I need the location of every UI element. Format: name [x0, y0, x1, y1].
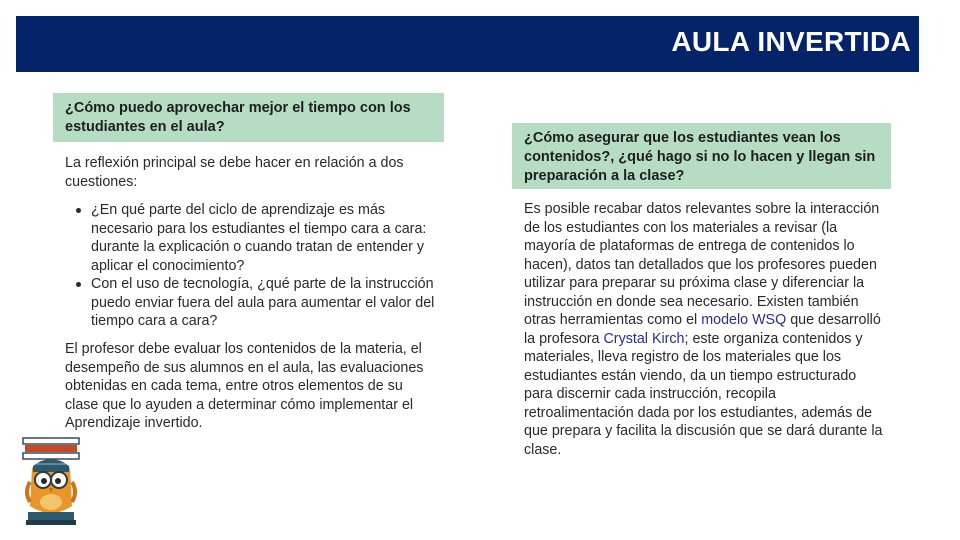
- bullet-icon: [76, 208, 81, 213]
- right-body-text: [524, 200, 886, 459]
- bullet-text: ¿En qué parte del ciclo de aprendizaje es más necesario para los estudiantes el tiempo cara a cara: durante la explicación o cuando tratan de entender y aplicar el conocimiento?: [91, 202, 427, 274]
- header-bar: [16, 16, 919, 72]
- list-item: [65, 275, 445, 331]
- left-final-text: El profesor debe evaluar los contenidos de la materia, el desempeño de sus alumnos en el aula, las evaluaciones obtenidas en cada tema, entre otros elementos de su clase que lo ayuden a determinar cómo implementar el Aprendizaje invertido.: [65, 341, 424, 431]
- wsq-model-link[interactable]: modelo WSQ: [701, 312, 787, 328]
- bullet-text: Con el uso de tecnología, ¿qué parte de la instrucción puedo enviar fuera del aula para aumentar el valor del tiempo cara a cara?: [91, 276, 435, 329]
- left-question-box: ¿Cómo puedo aprovechar mejor el tiempo con los estudiantes en el aula?: [53, 93, 444, 142]
- left-bullet-list: [65, 201, 445, 331]
- right-question-box: ¿Cómo asegurar que los estudiantes vean los contenidos?, ¿qué hago si no lo hacen y llegan sin preparación a la clase?: [512, 123, 891, 189]
- body-text-part: Es posible recabar datos relevantes sobre la interacción de los estudiantes con los materiales a revisar (la mayoría de plataformas de entrega de contenidos lo hacen), datos tan detallados que los profesores pueden utilizar para preparar su próxima clase y diferenciar la instrucción en donde sea necesario. Existen también otras herramientas como el: [524, 201, 880, 328]
- bullet-icon: [76, 282, 81, 287]
- body-text-part: ; este organiza contenidos y materiales, lleva registro de los materiales que los estudiantes están viendo, da un tiempo estructurado para discernir cada instrucción, recopila retroalimentación dada por los estudiantes, además de que prepara y facilita la discusión que se dará durante la clase.: [524, 330, 883, 458]
- page-title: AULA INVERTIDA: [671, 26, 911, 57]
- body-text-part: que desarrolló la profesora: [524, 312, 881, 347]
- owl-on-books-icon: [20, 436, 82, 528]
- crystal-kirch-link[interactable]: Crystal Kirch: [603, 330, 685, 347]
- left-intro-text: La reflexión principal se debe hacer en relación a dos cuestiones:: [65, 155, 404, 190]
- list-item: [65, 201, 445, 275]
